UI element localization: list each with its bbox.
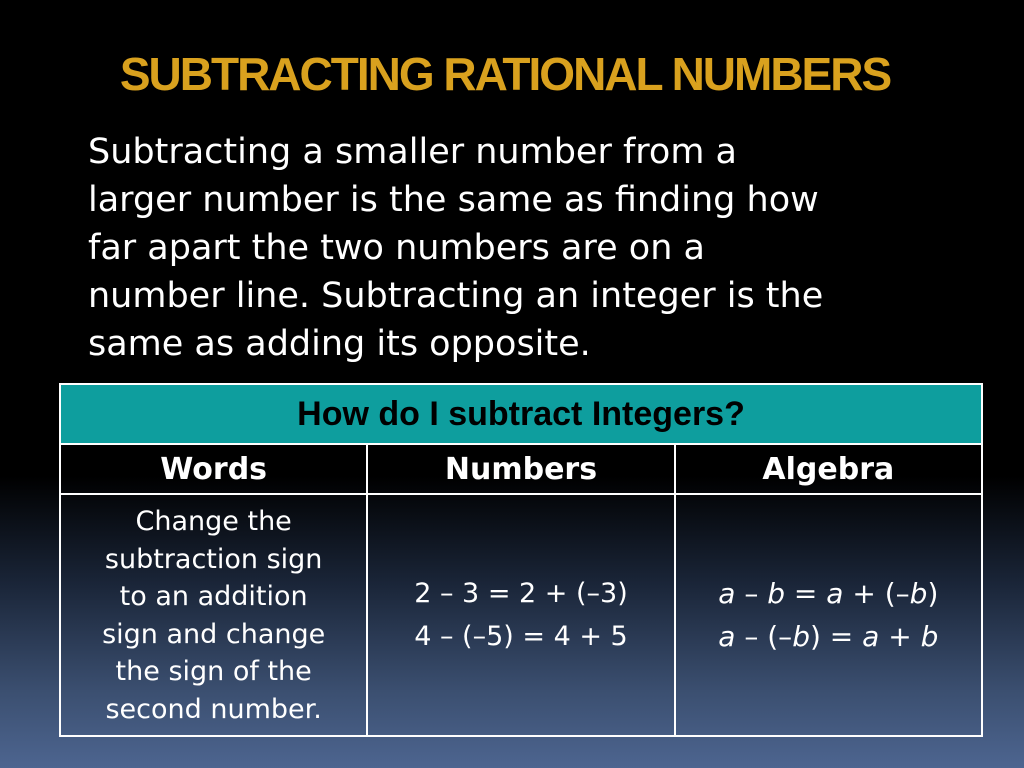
body-line: number line. Subtracting an integer is the <box>88 276 824 316</box>
slide-title: SUBTRACTING RATIONAL NUMBERS <box>119 48 891 100</box>
words-cell <box>60 494 367 736</box>
body-line: far apart the two numbers are on a <box>88 228 705 268</box>
words-line: sign and change <box>102 618 326 650</box>
body-paragraph <box>88 128 988 368</box>
words-line: to an addition <box>119 581 308 612</box>
algebra-rule: a – b = a + (–b) <box>718 577 939 610</box>
words-line: second number. <box>105 693 322 725</box>
body-line: larger number is the same as finding how <box>88 180 819 220</box>
column-header-numbers: Numbers <box>367 444 674 494</box>
column-header-words: Words <box>60 444 367 494</box>
body-line: same as adding its opposite. <box>88 324 591 364</box>
column-header-row <box>60 444 982 494</box>
table-row <box>60 494 982 736</box>
table-heading: How do I subtract Integers? <box>60 384 982 444</box>
numbers-example: 4 – (–5) = 4 + 5 <box>414 621 628 652</box>
words-line: subtraction sign <box>104 543 323 575</box>
algebra-cell <box>675 494 982 736</box>
table-heading-row <box>60 384 982 444</box>
column-header-algebra: Algebra <box>675 444 982 494</box>
body-line: Subtracting a smaller number from a <box>88 132 737 172</box>
numbers-cell <box>367 494 674 736</box>
subtraction-rules-table <box>59 383 983 737</box>
numbers-example: 2 – 3 = 2 + (–3) <box>414 578 628 609</box>
words-line: Change the <box>135 506 292 537</box>
algebra-rule: a – (–b) = a + b <box>718 620 939 653</box>
words-line: the sign of the <box>115 656 312 687</box>
